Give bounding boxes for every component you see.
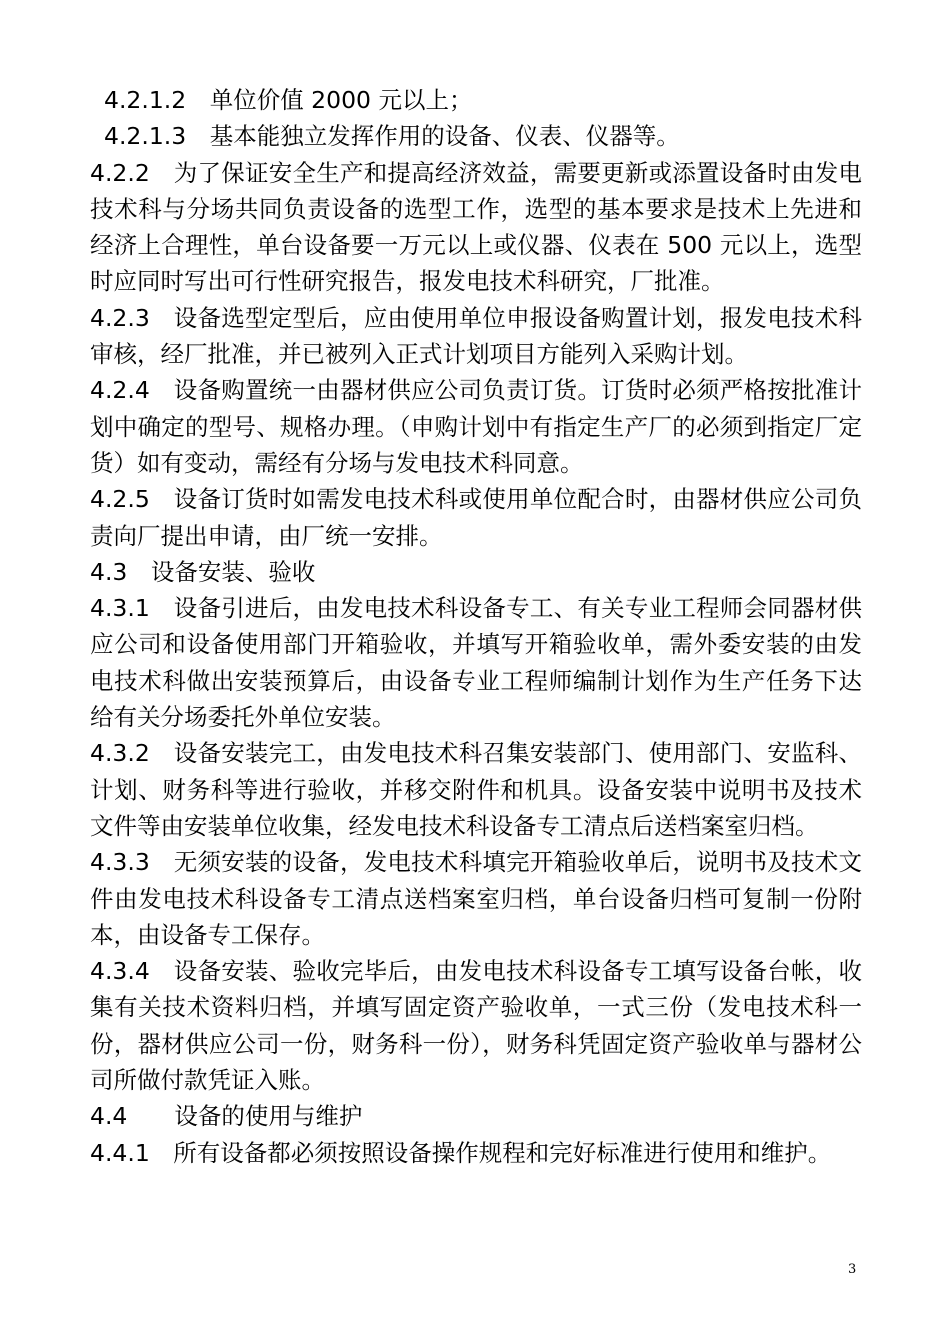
clause-4-2-4: 4.2.4 设备购置统一由器材供应公司负责订货。订货时必须严格按批准计划中确定的型号、规格办理。（申购计划中有指定生产厂的必须到指定厂定货）如有变动，需经有分场与发电技术科同意。 <box>90 376 862 477</box>
clause-4-2-1-3: 4.2.1.3 基本能独立发挥作用的设备、仪表、仪器等。 <box>104 122 680 151</box>
clause-4-4-1: 4.4.1 所有设备都必须按照设备操作规程和完好标准进行使用和维护。 <box>90 1138 832 1167</box>
clause-4-2-5: 4.2.5 设备订货时如需发电技术科或使用单位配合时，由器材供应公司负责向厂提出申请，由厂统一安排。 <box>90 485 862 550</box>
document-body <box>90 82 862 1171</box>
clause-4-2-1-2: 4.2.1.2 单位价值 2000 元以上； <box>104 86 473 114</box>
clause-4-3-4: 4.3.4 设备安装、验收完毕后，由发电技术科设备专工填写设备台帐，收集有关技术资料归档，并填写固定资产验收单，一式三份（发电技术科一份，器材供应公司一份，财务科一份），财务科凭固定资产验收单与器材公司所做付款凭证入账。 <box>90 957 862 1095</box>
clause-4-3-2: 4.3.2 设备安装完工，由发电技术科召集安装部门、使用部门、安监科、计划、财务科等进行验收，并移交附件和机具。设备安装中说明书及技术文件等由安装单位收集，经发电技术科设备专工清点后送档案室归档。 <box>90 739 862 840</box>
clause-4-3-3: 4.3.3 无须安装的设备，发电技术科填完开箱验收单后，说明书及技术文件由发电技术科设备专工清点送档案室归档，单台设备归档可复制一份附本，由设备专工保存。 <box>90 848 862 949</box>
section-heading-4-4: 4.4 设备的使用与维护 <box>90 1102 363 1131</box>
clause-4-2-2: 4.2.2 为了保证安全生产和提高经济效益，需要更新或添置设备时由发电技术科与分场共同负责设备的选型工作，选型的基本要求是技术上先进和经济上合理性，单台设备要一万元以上或仪器、仪表在 500 元以上，选型时应同时写出可行性研究报告，报发电技术科研究，厂批准。 <box>90 158 862 296</box>
section-heading-4-3: 4.3 设备安装、验收 <box>90 557 316 586</box>
clause-4-3-1: 4.3.1 设备引进后，由发电技术科设备专工、有关专业工程师会同器材供应公司和设备使用部门开箱验收，并填写开箱验收单，需外委安装的由发电技术科做出安装预算后，由设备专业工程师编制计划作为生产任务下达给有关分场委托外单位安装。 <box>90 594 862 732</box>
page-number: 3 <box>848 1262 857 1277</box>
clause-4-2-3: 4.2.3 设备选型定型后，应由使用单位申报设备购置计划，报发电技术科审核，经厂批准，并已被列入正式计划项目方能列入采购计划。 <box>90 303 862 369</box>
